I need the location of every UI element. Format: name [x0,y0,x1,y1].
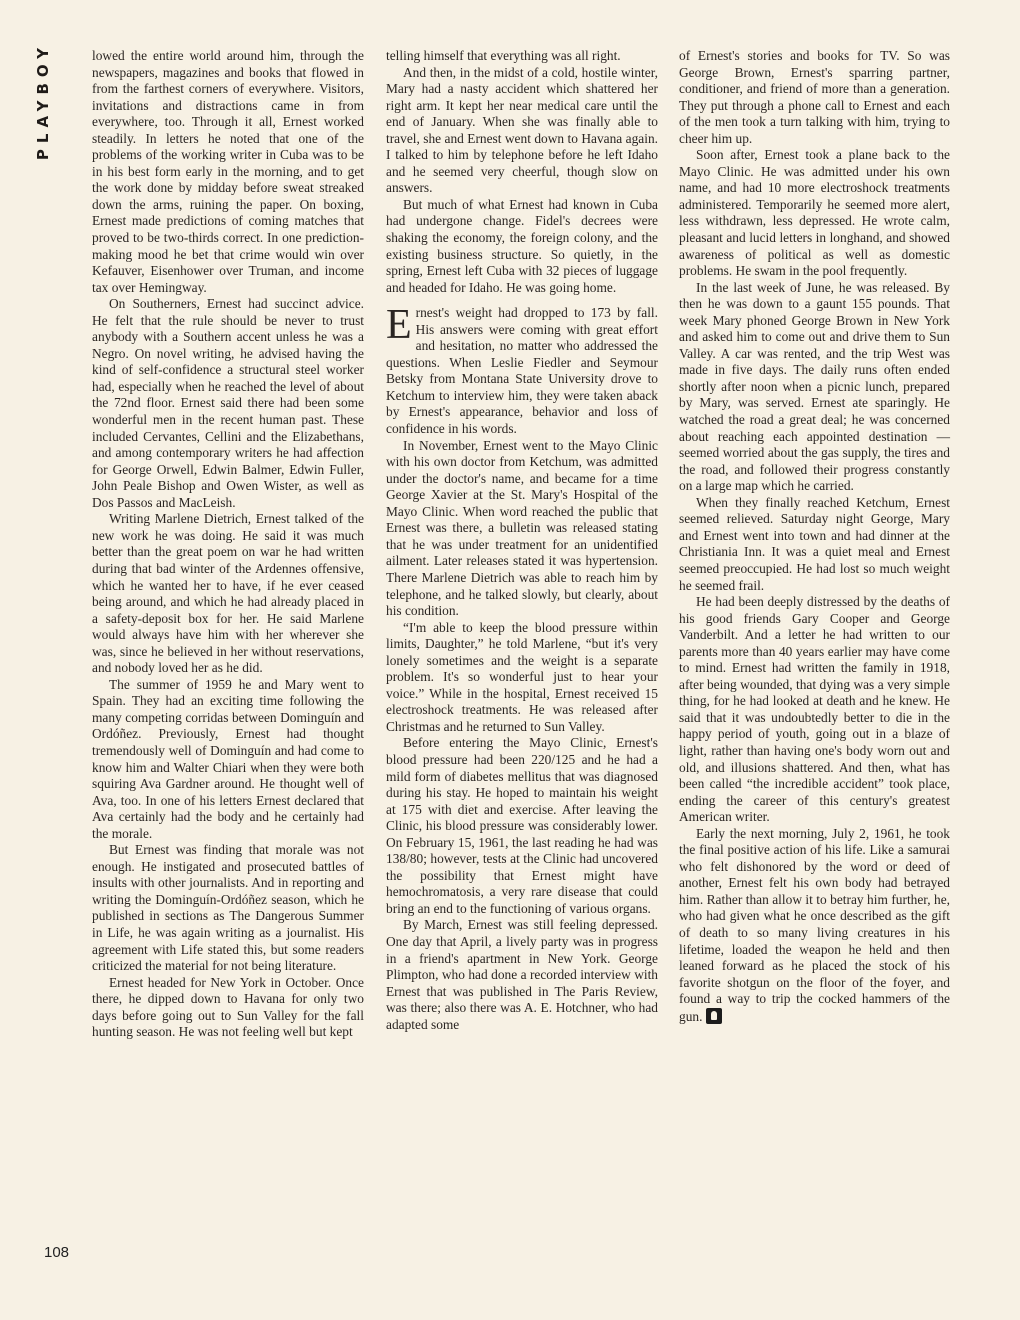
paragraph: lowed the entire world around him, through the newspapers, magazines and books that flowed in from the farthest corners of everywhere. Visitors, invitations and distractions came in from everywhere, too. Through it all, Ernest worked steadily. In letters he noted that one of the problems of the working writer in Cuba was to be in his best form early in the morning, and to get the work done by midday before sweat streaked down the arms, ruining the paper. On boxing, Ernest made predictions of coming matches that proved to be two-thirds correct. In one prediction-making mood he bet that crime would win over Kefauver, Eisenhower over Truman, and income tax over Hemingway. [92,48,364,295]
final-paragraph [679,826,950,1026]
paragraph: of Ernest's stories and books for TV. So was George Brown, Ernest's sparring partner, conditioner, and friend of more than a generation. They put through a phone call to Ernest and each of the men took a turn talking with him, trying to cheer him up. [679,48,950,146]
paragraph: But Ernest was finding that morale was not enough. He instigated and prosecuted battles of insults with other journalists. And in reporting and writing the Dominguín-Ordóñez season, which he published in sections as The Dangerous Summer in Life, he was again writing as a journalist. His agreement with Life stated this, but some readers criticized the material for not being literature. [92,842,364,974]
paragraph: In the last week of June, he was released. By then he was down to a gaunt 155 pounds. That week Mary phoned George Brown in New York and asked him to come out and drive them to Sun Valley. A car was rented, and the trip West was made in five days. The daily runs often ended shortly after noon when a picnic lunch, prepared by Mary, was served. Ernest ate sparingly. He watched the road a great deal; he was concerned about reaching each appointed destination — seemed worried about the gas supply, the tires and the road, and followed their progress constantly on a large map which he carried. [679,279,950,494]
paragraph: And then, in the midst of a cold, hostile winter, Mary had a nasty accident which shattered her right arm. It kept her near medical care until the end of January. When she was finally able to travel, she and Ernest went down to Havana again. I talked to him by telephone before he left Idaho and he seemed very cheerful, though slow on answers. [386,64,658,196]
section-opening-paragraph [386,302,658,437]
paragraph-text: rnest's weight had dropped to 173 by fall. His answers were coming with great effort and hesitation, no matter who addressed the questions. When Leslie Fiedler and Seymour Betsky from Montana State University drove to Ketchum to interview him, they were taken aback by Ernest's appearance, behavior and loss of confidence in his words. [386,305,658,437]
paragraph: Soon after, Ernest took a plane back to the Mayo Clinic. He was admitted under his own name, and had 10 more electroshock treatments administered. Temporarily he seemed more alert, less withdrawn, less depressed. He wrote calm, pleasant and lucid letters in longhand, and showed awareness of political as well as domestic problems. He swam in the pool frequently. [679,147,950,279]
text-column-1 [92,48,364,1041]
paragraph: Before entering the Mayo Clinic, Ernest's blood pressure had been 220/125 and he had a mild form of diabetes mellitus that was diagnosed during his stay. He hoped to maintain his weight at 175 with diet and exercise. After leaving the Clinic, his blood pressure was considerably lower. On February 15, 1961, the last reading he had was 138/80; however, tests at the Clinic had uncovered the possibility that Ernest might have hemochromatosis, a very rare disease that could bring an end to the functioning of various organs. [386,735,658,916]
paragraph: The summer of 1959 he and Mary went to Spain. They had an exciting time following the many competing corridas between Dominguín and Ordóñez. Previously, Ernest had thought tremendously well of Dominguín and had come to know him and Walter Chiari when they were both squiring Ava Gardner around. He thought well of Ava, too. In one of his letters Ernest declared that Ava certainly had the body and he certainly had the morale. [92,676,364,841]
paragraph: “I'm able to keep the blood pressure within limits, Daughter,” he told Marlene, “but it's very lonely sometimes and the weight is a separate problem. It's so wonderful just to hear your voice.” While in the hospital, Ernest received 15 electroshock treatments. He was released after Christmas and he returned to Sun Valley. [386,619,658,734]
masthead: PLAYBOY [34,42,52,161]
drop-cap: E [386,302,412,349]
paragraph: He had been deeply distressed by the deaths of his good friends Gary Cooper and George Vanderbilt. And a letter he had written to our parents more than 40 years earlier may have come to mind. Ernest had written the family in 1918, after being wounded, that dying was a very simple thing, for he had looked at death and he knew. He said that it was undoubtedly better to die in the happy period of youth, going out in a blaze of light, rather than having one's body worn out and old, and illusions shattered. And then, what has been called “the incredible accident” took place, ending the career of this century's greatest American writer. [679,594,950,825]
paragraph: On Southerners, Ernest had succinct advice. He felt that the rule should be never to trust anybody with a Southern accent unless he was a Negro. On novel writing, he advised having the kind of self-confidence a structural steel worker had, especially when he reached the level of about the 72nd floor. Ernest said there had been some wonderful men in the recent human past. These included Cervantes, Cellini and the Elizabethans, and among contemporary writers he had affection for George Orwell, Edwin Balmer, Edwin Fuller, John Peale Bishop and Owen Wister, as well as Dos Passos and MacLeish. [92,296,364,510]
paragraph: But much of what Ernest had known in Cuba had undergone change. Fidel's decrees were shaking the economy, the foreign colony, and the existing business structure. So quietly, in the spring, Ernest left Cuba with 32 pieces of luggage and headed for Idaho. He was going home. [386,196,658,295]
paragraph: By March, Ernest was still feeling depressed. One day that April, a lively party was in progress in a friend's apartment in New York. George Plimpton, who had done a recorded interview with Ernest that was published in The Paris Review, was there; also there was A. E. Hotchner, who had adapted some [386,917,658,1032]
paragraph: Ernest headed for New York in October. Once there, he dipped down to Havana for only two days before going out to Sun Valley for the fall hunting season. He was not feeling well but kept [92,974,364,1040]
paragraph: Writing Marlene Dietrich, Ernest talked of the new work he was doing. He said it was much better than the great poem on war he had written during that bad winter of the Ardennes offensive, which he wanted her to have, if he ever ceased being around, and which he had already placed in a safety-deposit box for her. He said Marlene would always have him with her wherever she was, since he believed in her without reservations, and nobody loved her as he did. [92,511,364,676]
paragraph: When they finally reached Ketchum, Ernest seemed relieved. Saturday night George, Mary and Ernest went into town and had dinner at the Christiania Inn. It was a quiet meal and Ernest seemed preoccupied. He had lost so much weight he seemed frail. [679,494,950,593]
paragraph: telling himself that everything was all right. [386,48,621,63]
page-number: 108 [44,1244,70,1261]
rabbit-end-mark-icon [706,1008,722,1024]
paragraph: In November, Ernest went to the Mayo Clinic with his own doctor from Ketchum, was admitted under the doctor's name, and became for a time George Xavier at the St. Mary's Hospital of the Mayo Clinic. When word reached the public that Ernest was there, a bulletin was released stating that he was under treatment for an unidentified ailment. Later releases stated it was hypertension. There Marlene Dietrich was able to reach him by telephone, and he talked slowly, but clearly, about his condition. [386,437,658,619]
paragraph-text: Early the next morning, July 2, 1961, he took the final positive action of his life. Like a samurai who felt dishonored by the word or deed of another, Ernest felt his own body had betrayed him. Rather than allow it to betray him further, he, who had given what he once described as the gift of death to so many living creatures in his lifetime, loaded the weapon he held and then leaned forward as he placed the stock of his favorite shotgun on the floor of the foyer, and found a way to trip the cocked hammers of the gun. [679,825,950,1024]
text-column-2 [386,48,658,1033]
text-column-3 [679,48,950,1025]
